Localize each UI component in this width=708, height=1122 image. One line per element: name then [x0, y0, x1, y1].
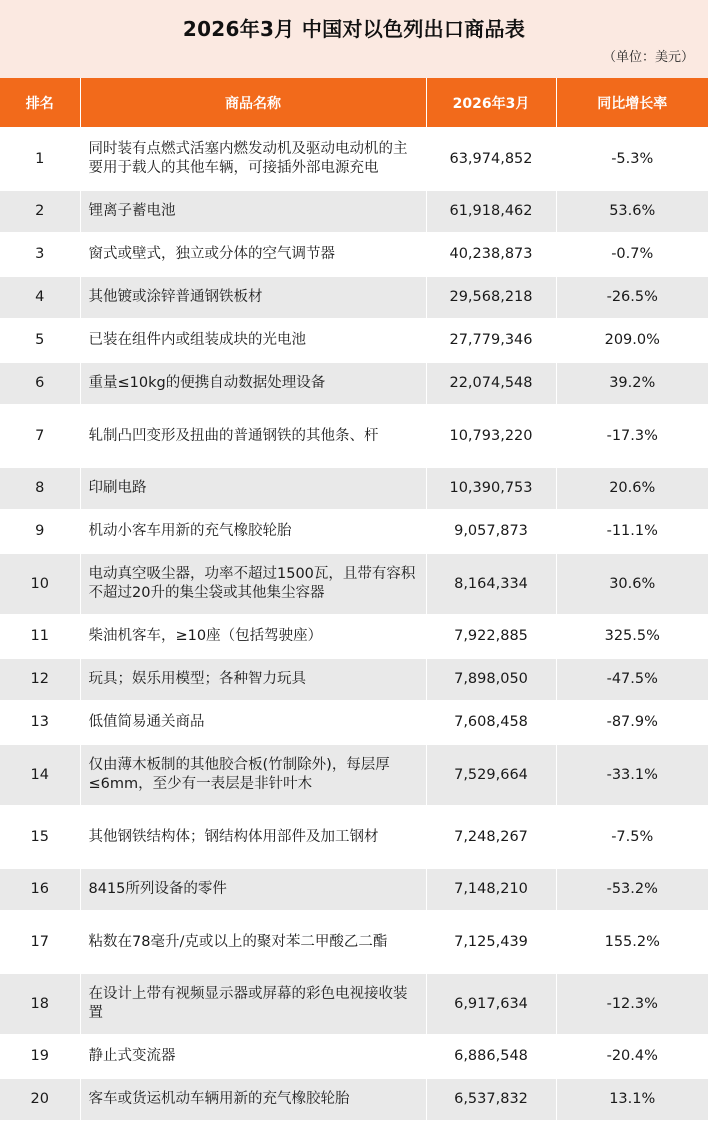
- rank-cell: 12: [0, 658, 80, 701]
- rank-cell: 16: [0, 868, 80, 911]
- export-value-cell: 22,074,548: [426, 362, 556, 405]
- page-title: 2026年3月 中国对以色列出口商品表: [182, 17, 526, 41]
- rank-cell: 15: [0, 806, 80, 868]
- yoy-growth-cell: -5.3%: [556, 128, 708, 190]
- rank-cell: 7: [0, 405, 80, 467]
- yoy-growth-cell: 20.6%: [556, 467, 708, 510]
- export-value-cell: 63,974,852: [426, 128, 556, 190]
- product-name-cell: 在设计上带有视频显示器或屏幕的彩色电视接收装置: [80, 973, 426, 1035]
- product-name-cell: 电动真空吸尘器，功率不超过1500瓦，且带有容积不超过20升的集尘袋或其他集尘容器: [80, 553, 426, 615]
- yoy-growth-cell: -47.5%: [556, 658, 708, 701]
- table-row: [0, 405, 708, 467]
- yoy-growth-cell: 209.0%: [556, 319, 708, 362]
- header-row: [0, 78, 708, 128]
- title-band: [0, 0, 708, 78]
- column-header-rank: 排名: [0, 78, 80, 128]
- table-row: [0, 319, 708, 362]
- export-value-cell: 7,608,458: [426, 701, 556, 744]
- export-value-cell: 7,125,439: [426, 911, 556, 973]
- export-value-cell: 27,779,346: [426, 319, 556, 362]
- rank-cell: 13: [0, 701, 80, 744]
- yoy-growth-cell: -20.4%: [556, 1035, 708, 1078]
- table-header: [0, 78, 708, 128]
- yoy-growth-cell: -87.9%: [556, 701, 708, 744]
- export-value-cell: 7,898,050: [426, 658, 556, 701]
- yoy-growth-cell: -12.3%: [556, 973, 708, 1035]
- table-row: [0, 128, 708, 190]
- table-row: [0, 510, 708, 553]
- product-name-cell: 粘数在78毫升/克或以上的聚对苯二甲酸乙二酯: [80, 911, 426, 973]
- product-name-cell: 同时装有点燃式活塞内燃发动机及驱动电动机的主要用于载人的其他车辆，可接插外部电源充电: [80, 128, 426, 190]
- yoy-growth-cell: -33.1%: [556, 744, 708, 806]
- export-value-cell: 8,164,334: [426, 553, 556, 615]
- product-name-cell: 已装在组件内或组装成块的光电池: [80, 319, 426, 362]
- table-row: [0, 467, 708, 510]
- product-name-cell: 锂离子蓄电池: [80, 190, 426, 233]
- rank-cell: 10: [0, 553, 80, 615]
- table-row: [0, 701, 708, 744]
- table-row: [0, 615, 708, 658]
- product-name-cell: 低值简易通关商品: [80, 701, 426, 744]
- table-row: [0, 911, 708, 973]
- column-header-name: 商品名称: [80, 78, 426, 128]
- table-row: [0, 973, 708, 1035]
- export-value-cell: 40,238,873: [426, 233, 556, 276]
- table-row: [0, 1078, 708, 1121]
- rank-cell: 4: [0, 276, 80, 319]
- product-name-cell: 机动小客车用新的充气橡胶轮胎: [80, 510, 426, 553]
- yoy-growth-cell: -26.5%: [556, 276, 708, 319]
- rank-cell: 14: [0, 744, 80, 806]
- product-name-cell: 轧制凸凹变形及扭曲的普通钢铁的其他条、杆: [80, 405, 426, 467]
- product-name-cell: 玩具；娱乐用模型；各种智力玩具: [80, 658, 426, 701]
- rank-cell: 5: [0, 319, 80, 362]
- export-value-cell: 61,918,462: [426, 190, 556, 233]
- rank-cell: 17: [0, 911, 80, 973]
- yoy-growth-cell: 155.2%: [556, 911, 708, 973]
- unit-label: （单位：美元）: [602, 50, 694, 65]
- table-row: [0, 233, 708, 276]
- export-value-cell: 6,886,548: [426, 1035, 556, 1078]
- product-name-cell: 客车或货运机动车辆用新的充气橡胶轮胎: [80, 1078, 426, 1121]
- export-value-cell: 6,537,832: [426, 1078, 556, 1121]
- yoy-growth-cell: 13.1%: [556, 1078, 708, 1121]
- rank-cell: 2: [0, 190, 80, 233]
- yoy-growth-cell: 39.2%: [556, 362, 708, 405]
- rank-cell: 8: [0, 467, 80, 510]
- table-row: [0, 190, 708, 233]
- table-row: [0, 868, 708, 911]
- column-header-value: 2026年3月: [426, 78, 556, 128]
- table-row: [0, 1035, 708, 1078]
- column-header-yoy: 同比增长率: [556, 78, 708, 128]
- product-name-cell: 柴油机客车，≥10座（包括驾驶座）: [80, 615, 426, 658]
- table-row: [0, 658, 708, 701]
- export-value-cell: 7,248,267: [426, 806, 556, 868]
- yoy-growth-cell: 53.6%: [556, 190, 708, 233]
- export-value-cell: 6,917,634: [426, 973, 556, 1035]
- export-value-cell: 10,793,220: [426, 405, 556, 467]
- export-value-cell: 7,148,210: [426, 868, 556, 911]
- rank-cell: 18: [0, 973, 80, 1035]
- export-value-cell: 9,057,873: [426, 510, 556, 553]
- product-name-cell: 其他钢铁结构体；钢结构体用部件及加工钢材: [80, 806, 426, 868]
- export-value-cell: 29,568,218: [426, 276, 556, 319]
- table-body: [0, 128, 708, 1121]
- product-name-cell: 重量≤10kg的便携自动数据处理设备: [80, 362, 426, 405]
- export-value-cell: 7,529,664: [426, 744, 556, 806]
- yoy-growth-cell: -0.7%: [556, 233, 708, 276]
- table-row: [0, 806, 708, 868]
- product-name-cell: 仅由薄木板制的其他胶合板(竹制除外)，每层厚≤6mm，至少有一表层是非针叶木: [80, 744, 426, 806]
- product-name-cell: 静止式变流器: [80, 1035, 426, 1078]
- rank-cell: 9: [0, 510, 80, 553]
- product-name-cell: 印刷电路: [80, 467, 426, 510]
- table-row: [0, 553, 708, 615]
- rank-cell: 1: [0, 128, 80, 190]
- yoy-growth-cell: 325.5%: [556, 615, 708, 658]
- yoy-growth-cell: -17.3%: [556, 405, 708, 467]
- export-value-cell: 7,922,885: [426, 615, 556, 658]
- rank-cell: 20: [0, 1078, 80, 1121]
- table-row: [0, 362, 708, 405]
- rank-cell: 6: [0, 362, 80, 405]
- product-name-cell: 8415所列设备的零件: [80, 868, 426, 911]
- product-name-cell: 其他镀或涂锌普通钢铁板材: [80, 276, 426, 319]
- yoy-growth-cell: -7.5%: [556, 806, 708, 868]
- table-row: [0, 276, 708, 319]
- table-row: [0, 744, 708, 806]
- yoy-growth-cell: -53.2%: [556, 868, 708, 911]
- rank-cell: 19: [0, 1035, 80, 1078]
- yoy-growth-cell: 30.6%: [556, 553, 708, 615]
- rank-cell: 11: [0, 615, 80, 658]
- rank-cell: 3: [0, 233, 80, 276]
- export-value-cell: 10,390,753: [426, 467, 556, 510]
- yoy-growth-cell: -11.1%: [556, 510, 708, 553]
- export-goods-table: [0, 78, 708, 1122]
- product-name-cell: 窗式或壁式，独立或分体的空气调节器: [80, 233, 426, 276]
